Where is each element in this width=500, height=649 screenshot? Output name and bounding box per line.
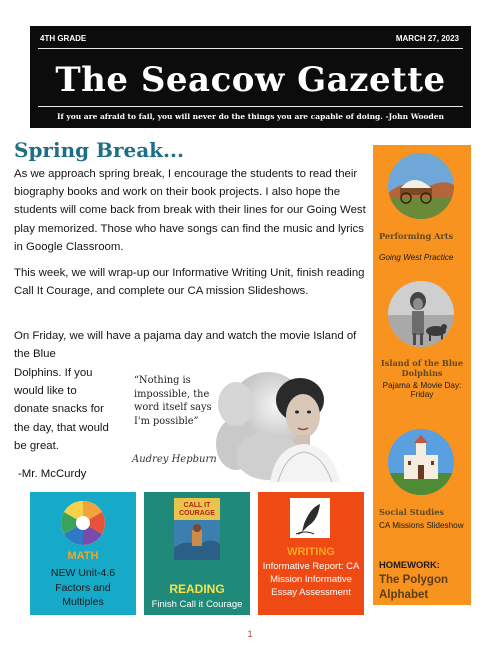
paragraph-1: As we approach spring break, I encourage the students to read their biography books and work on their book projects. I also hope the students will come back from break with their lines for our Going West play memorized. Those who have songs can find the music and lyrics in Google Classroom. <box>14 168 366 253</box>
article-headline: Spring Break... <box>14 138 184 162</box>
quote-text: “Nothing is impossible, the word itself says I'm possible” <box>134 375 212 427</box>
quill-icon <box>290 498 330 538</box>
sidebar-item3-title: Social Studies <box>379 507 445 517</box>
reading-tile <box>144 492 250 615</box>
paragraph-3a: On Friday, we will have a pajama day and watch the movie Island of the Blue <box>14 330 357 361</box>
homework-label: HOMEWORK: <box>379 559 440 570</box>
reading-subtitle: Finish Call it Courage <box>151 599 243 610</box>
mission-photo <box>388 429 454 495</box>
newsletter-title: The Seacow Gazette <box>55 60 446 100</box>
writing-tile <box>258 492 364 615</box>
masthead-quote: If you are afraid to fail, you will never do the things you are capable of doing. -John Wooden <box>56 112 444 121</box>
book-cover-title: CALL IT COURAGE <box>179 502 215 517</box>
sidebar <box>373 145 471 605</box>
sidebar-item3-subtitle: CA Missions Slideshow <box>379 521 464 530</box>
writing-label: WRITING <box>287 546 335 558</box>
paragraph-2: This week, we will wrap-up our Informative Writing Unit, finish reading Call It Courage, and complete our CA mission Slideshows. <box>14 267 365 298</box>
masthead-rule-top <box>38 48 463 49</box>
quote-box <box>118 364 376 482</box>
wagon-photo <box>388 153 454 219</box>
quote-signature: Audrey Hepburn <box>132 454 217 465</box>
signoff: -Mr. McCurdy <box>18 468 87 480</box>
grade-label: 4TH GRADE <box>40 34 87 43</box>
math-wheel-icon <box>58 498 108 548</box>
masthead-top-line <box>30 32 471 44</box>
math-label: MATH <box>67 550 99 562</box>
island-photo <box>388 281 454 347</box>
sidebar-item1-title: Performing Arts <box>379 231 454 241</box>
homework-text: The Polygon Alphabet <box>379 574 448 601</box>
sidebar-item2-subtitle: Pajama & Movie Day: Friday <box>382 381 462 399</box>
math-tile <box>30 492 136 615</box>
writing-subtitle: Informative Report: CA Mission Informative Essay Assessment <box>262 561 360 598</box>
masthead-rule-bottom <box>38 106 463 107</box>
reading-label: READING <box>169 582 225 596</box>
sidebar-item1-subtitle: Going West Practice <box>379 253 454 262</box>
issue-date: MARCH 27, 2023 <box>395 34 459 43</box>
book-cover-image <box>174 498 220 560</box>
math-subtitle: NEW Unit-4.6 Factors and Multiples <box>50 567 116 608</box>
page-number: 1 <box>247 629 253 639</box>
paragraph-3b: Dolphins. If you would like to donate snacks for the day, that would be great. <box>14 367 109 452</box>
sidebar-item2-title: Island of the Blue Dolphins <box>380 358 464 378</box>
masthead <box>30 26 471 128</box>
